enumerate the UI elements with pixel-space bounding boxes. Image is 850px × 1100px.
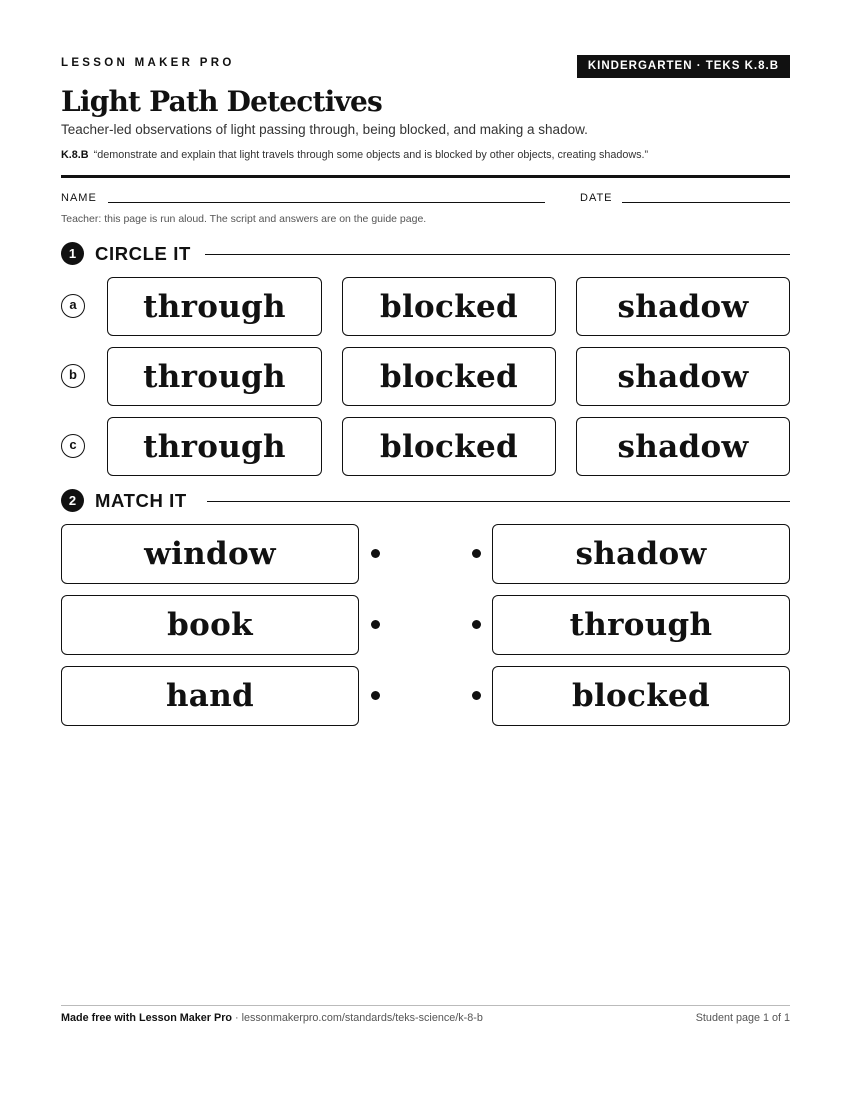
row-marker-b: b: [61, 364, 85, 388]
match-right-item[interactable]: shadow: [492, 524, 790, 584]
footer-page-number: Student page 1 of 1: [695, 1012, 790, 1024]
date-field[interactable]: [622, 202, 790, 203]
section-match-it-header: [61, 488, 790, 512]
match-dot-right[interactable]: [472, 620, 481, 629]
name-field[interactable]: [108, 202, 545, 203]
match-left-item[interactable]: hand: [61, 666, 359, 726]
match-dot-right[interactable]: [472, 549, 481, 558]
match-right-item[interactable]: through: [492, 595, 790, 655]
section-number-badge: 2: [61, 489, 84, 512]
match-dot-left[interactable]: [371, 620, 380, 629]
standard-code: K.8.B: [61, 149, 89, 161]
section-title: CIRCLE IT: [95, 243, 203, 265]
teacher-note: Teacher: this page is run aloud. The script and answers are on the guide page.: [61, 213, 427, 225]
match-dot-right[interactable]: [472, 691, 481, 700]
page-title: Light Path Detectives: [61, 85, 382, 118]
section-circle-it-header: [61, 241, 790, 265]
circle-option[interactable]: shadow: [576, 277, 790, 336]
circle-option[interactable]: shadow: [576, 347, 790, 406]
match-right-item[interactable]: blocked: [492, 666, 790, 726]
match-left-item[interactable]: book: [61, 595, 359, 655]
standard-line: [61, 149, 648, 161]
footer-credit: [61, 1012, 483, 1024]
circle-option[interactable]: through: [107, 277, 322, 336]
circle-option[interactable]: blocked: [342, 347, 556, 406]
row-marker-c: c: [61, 434, 85, 458]
standard-text: “demonstrate and explain that light travels through some objects and is blocked by other objects, creating shadows.”: [93, 149, 649, 161]
section-number-badge: 1: [61, 242, 84, 265]
brand-name: LESSON MAKER PRO: [61, 57, 235, 69]
worksheet-page: [61, 0, 790, 1100]
name-label: NAME: [61, 192, 97, 204]
date-label: DATE: [580, 192, 613, 204]
match-left-item[interactable]: window: [61, 524, 359, 584]
section-rule: [205, 254, 790, 255]
footer-divider: [61, 1005, 790, 1006]
circle-option[interactable]: through: [107, 417, 322, 476]
section-rule: [207, 501, 790, 502]
match-dot-left[interactable]: [371, 691, 380, 700]
match-dot-left[interactable]: [371, 549, 380, 558]
circle-option[interactable]: blocked: [342, 417, 556, 476]
footer-made-with: Made free with Lesson Maker Pro: [61, 1012, 232, 1024]
row-marker-a: a: [61, 294, 85, 318]
section-title: MATCH IT: [95, 490, 199, 512]
header-divider: [61, 175, 790, 178]
grade-standard-badge: KINDERGARTEN · TEKS K.8.B: [577, 55, 790, 78]
page-subtitle: Teacher-led observations of light passing through, being blocked, and making a shadow.: [61, 122, 588, 137]
circle-option[interactable]: shadow: [576, 417, 790, 476]
circle-option[interactable]: blocked: [342, 277, 556, 336]
footer-separator: ·: [232, 1012, 242, 1024]
footer-url[interactable]: lessonmakerpro.com/standards/teks-science/k-8-b: [241, 1012, 483, 1024]
circle-option[interactable]: through: [107, 347, 322, 406]
